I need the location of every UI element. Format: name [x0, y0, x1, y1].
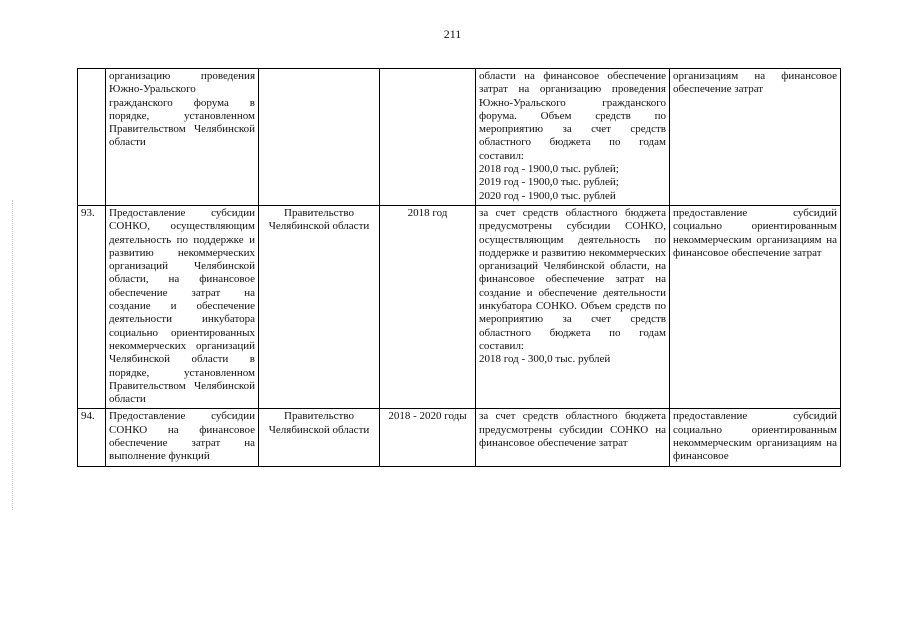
result-year-line: 2020 год - 1900,0 тыс. рублей — [479, 189, 616, 202]
table-row — [78, 205, 841, 408]
measure-cell: организацию проведения Южно-Уральского гражданского форума в порядке, установленном Правительством Челябинской области — [106, 69, 259, 206]
result-text: области на финансовое обеспечение затрат на организацию проведения Южно-Уральского гражданского форума. Объем средств по мероприятию за счет средств областного бюджета по годам составил: — [479, 70, 666, 162]
result-year-line: 2019 год - 1900,0 тыс. рублей; — [479, 176, 619, 189]
row-number-cell: 93. — [78, 205, 106, 408]
row-number-cell: 94. — [78, 409, 106, 466]
measure-cell: Предоставление субсидии СОНКО на финансовое обеспечение затрат на выполнение функций — [106, 409, 259, 466]
row-number-cell — [78, 69, 106, 206]
term-cell: 2018 год — [380, 205, 476, 408]
executor-cell: Правительство Челябинской области — [259, 205, 380, 408]
measures-table — [77, 68, 841, 467]
result-year-line: 2018 год - 300,0 тыс. рублей — [479, 353, 611, 366]
scan-margin-marks — [12, 200, 14, 510]
measure-cell: Предоставление субсидии СОНКО, осуществляющим деятельность по поддержке и развитию некоммерческих организаций Челябинской области, на финансовое обеспечение затрат на создание и обеспечение деятельности инкубатора социально ориентированных некоммерческих организаций Челябинской области в порядке, установленном Правительством Челябинской области — [106, 205, 259, 408]
indicator-cell: предоставление субсидий социально ориентированным некоммерческим организациям на финансовое — [670, 409, 841, 466]
result-cell: за счет средств областного бюджета предусмотрены субсидии СОНКО на финансовое обеспечение затрат — [476, 409, 670, 466]
table-row — [78, 409, 841, 466]
executor-cell — [259, 69, 380, 206]
result-year-line: 2018 год - 1900,0 тыс. рублей; — [479, 163, 619, 176]
term-cell — [380, 69, 476, 206]
executor-cell: Правительство Челябинской области — [259, 409, 380, 466]
result-text: за счет средств областного бюджета предусмотрены субсидии СОНКО, осуществляющим деятельность по поддержке и развитию некоммерческих организаций Челябинской области, на финансовое обеспечение затрат на создание и обеспечение деятельности инкубатора СОНКО. Объем средств по мероприятию за счет средств областного бюджета по годам составил: — [479, 206, 666, 352]
page-number: 211 — [443, 27, 462, 41]
indicator-cell: предоставление субсидий социально ориентированным некоммерческим организациям на финансовое обеспечение затрат — [670, 205, 841, 408]
table-row — [78, 69, 841, 206]
term-cell: 2018 - 2020 годы — [380, 409, 476, 466]
indicator-cell: организациям на финансовое обеспечение затрат — [670, 69, 841, 206]
result-cell — [476, 69, 670, 206]
result-cell — [476, 205, 670, 408]
